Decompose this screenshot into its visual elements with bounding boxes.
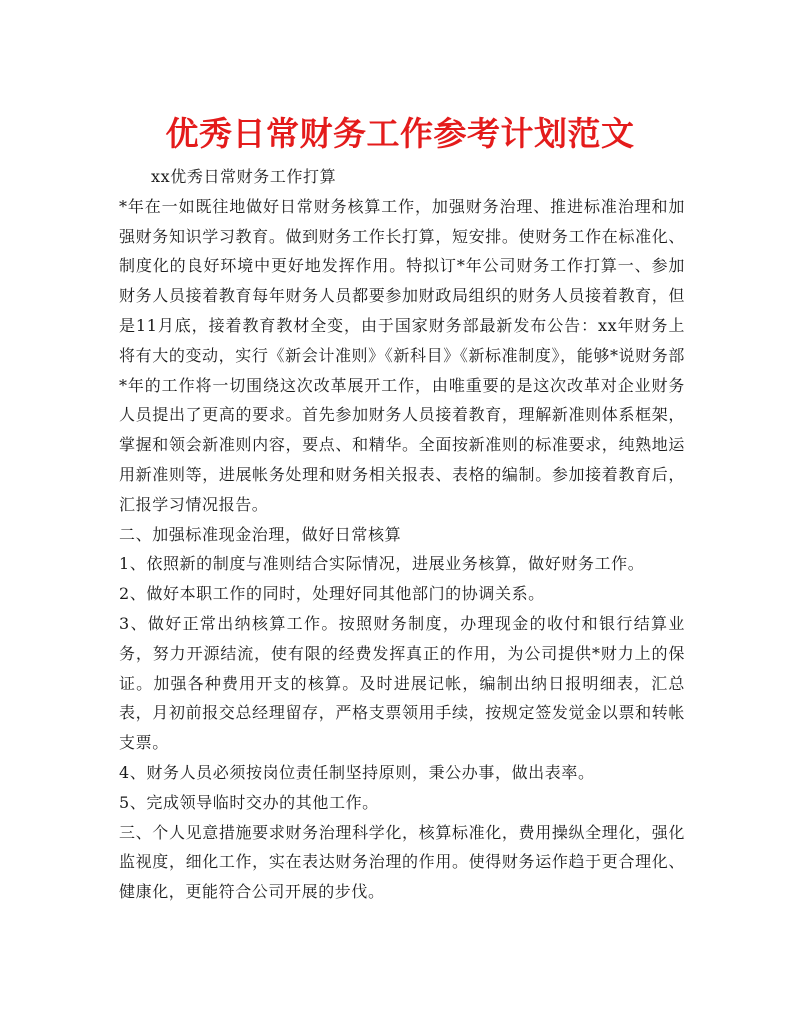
section-paragraph-3: 三、个人见意措施要求财务治理科学化，核算标准化，费用操纵全理化，强化监视度，细化工作，实在表达财务治理的作用。使得财务运作趋于更合理化、健康化，更能符合公司开展的步伐。 <box>119 822 685 902</box>
document-title: 优秀日常财务工作参考计划范文 <box>165 114 635 153</box>
plan-subtitle: xx优秀日常财务工作打算 <box>151 167 337 186</box>
list-item-2: 2、做好本职工作的同时，处理好同其他部门的协调关系。 <box>119 584 545 604</box>
list-item-5: 5、完成领导临时交办的其他工作。 <box>119 792 379 812</box>
document-body <box>119 162 685 907</box>
list-item-3: 3、做好正常出纳核算工作。按照财务制度，办理现金的收付和银行结算业务，努力开源结流，使有限的经费发挥真正的作用，为公司提供*财力上的保证。加强各种费用开支的核算。及时进展记帐，编制出纳日报明细表，汇总表，月初前报交总经理留存，严格支票领用手续，按规定签发觉金以票和转帐支票。 <box>119 613 685 753</box>
list-item-4: 4、财务人员必须按岗位责任制坚持原则，秉公办事，做出表率。 <box>119 762 595 782</box>
section-heading-2: 二、加强标准现金治理，做好日常核算 <box>119 524 402 544</box>
intro-paragraph: *年在一如既往地做好日常财务核算工作，加强财务治理、推进标准治理和加强财务知识学习教育。做到财务工作长打算，短安排。使财务工作在标准化、制度化的良好环境中更好地发挥作用。特拟订*年公司财务工作打算一、参加财务人员接着教育每年财务人员都要参加财政局组织的财务人员接着教育，但是11月底，接着教育教材全变，由于国家财务部最新发布公告：xx年财务上将有大的变动，实行《新会计准则》《新科目》《新标准制度》，能够*说财务部*年的工作将一切围绕这次改革展开工作，由唯重要的是这次改革对企业财务人员提出了更高的要求。首先参加财务人员接着教育，理解新准则体系框架，掌握和领会新准则内容，要点、和精华。全面按新准则的标准要求，纯熟地运用新准则等，进展帐务处理和财务相关报表、表格的编制。参加接着教育后，汇报学习情况报告。 <box>119 196 685 514</box>
list-item-1: 1、依照新的制度与准则结合实际情况，进展业务核算，做好财务工作。 <box>119 554 645 574</box>
